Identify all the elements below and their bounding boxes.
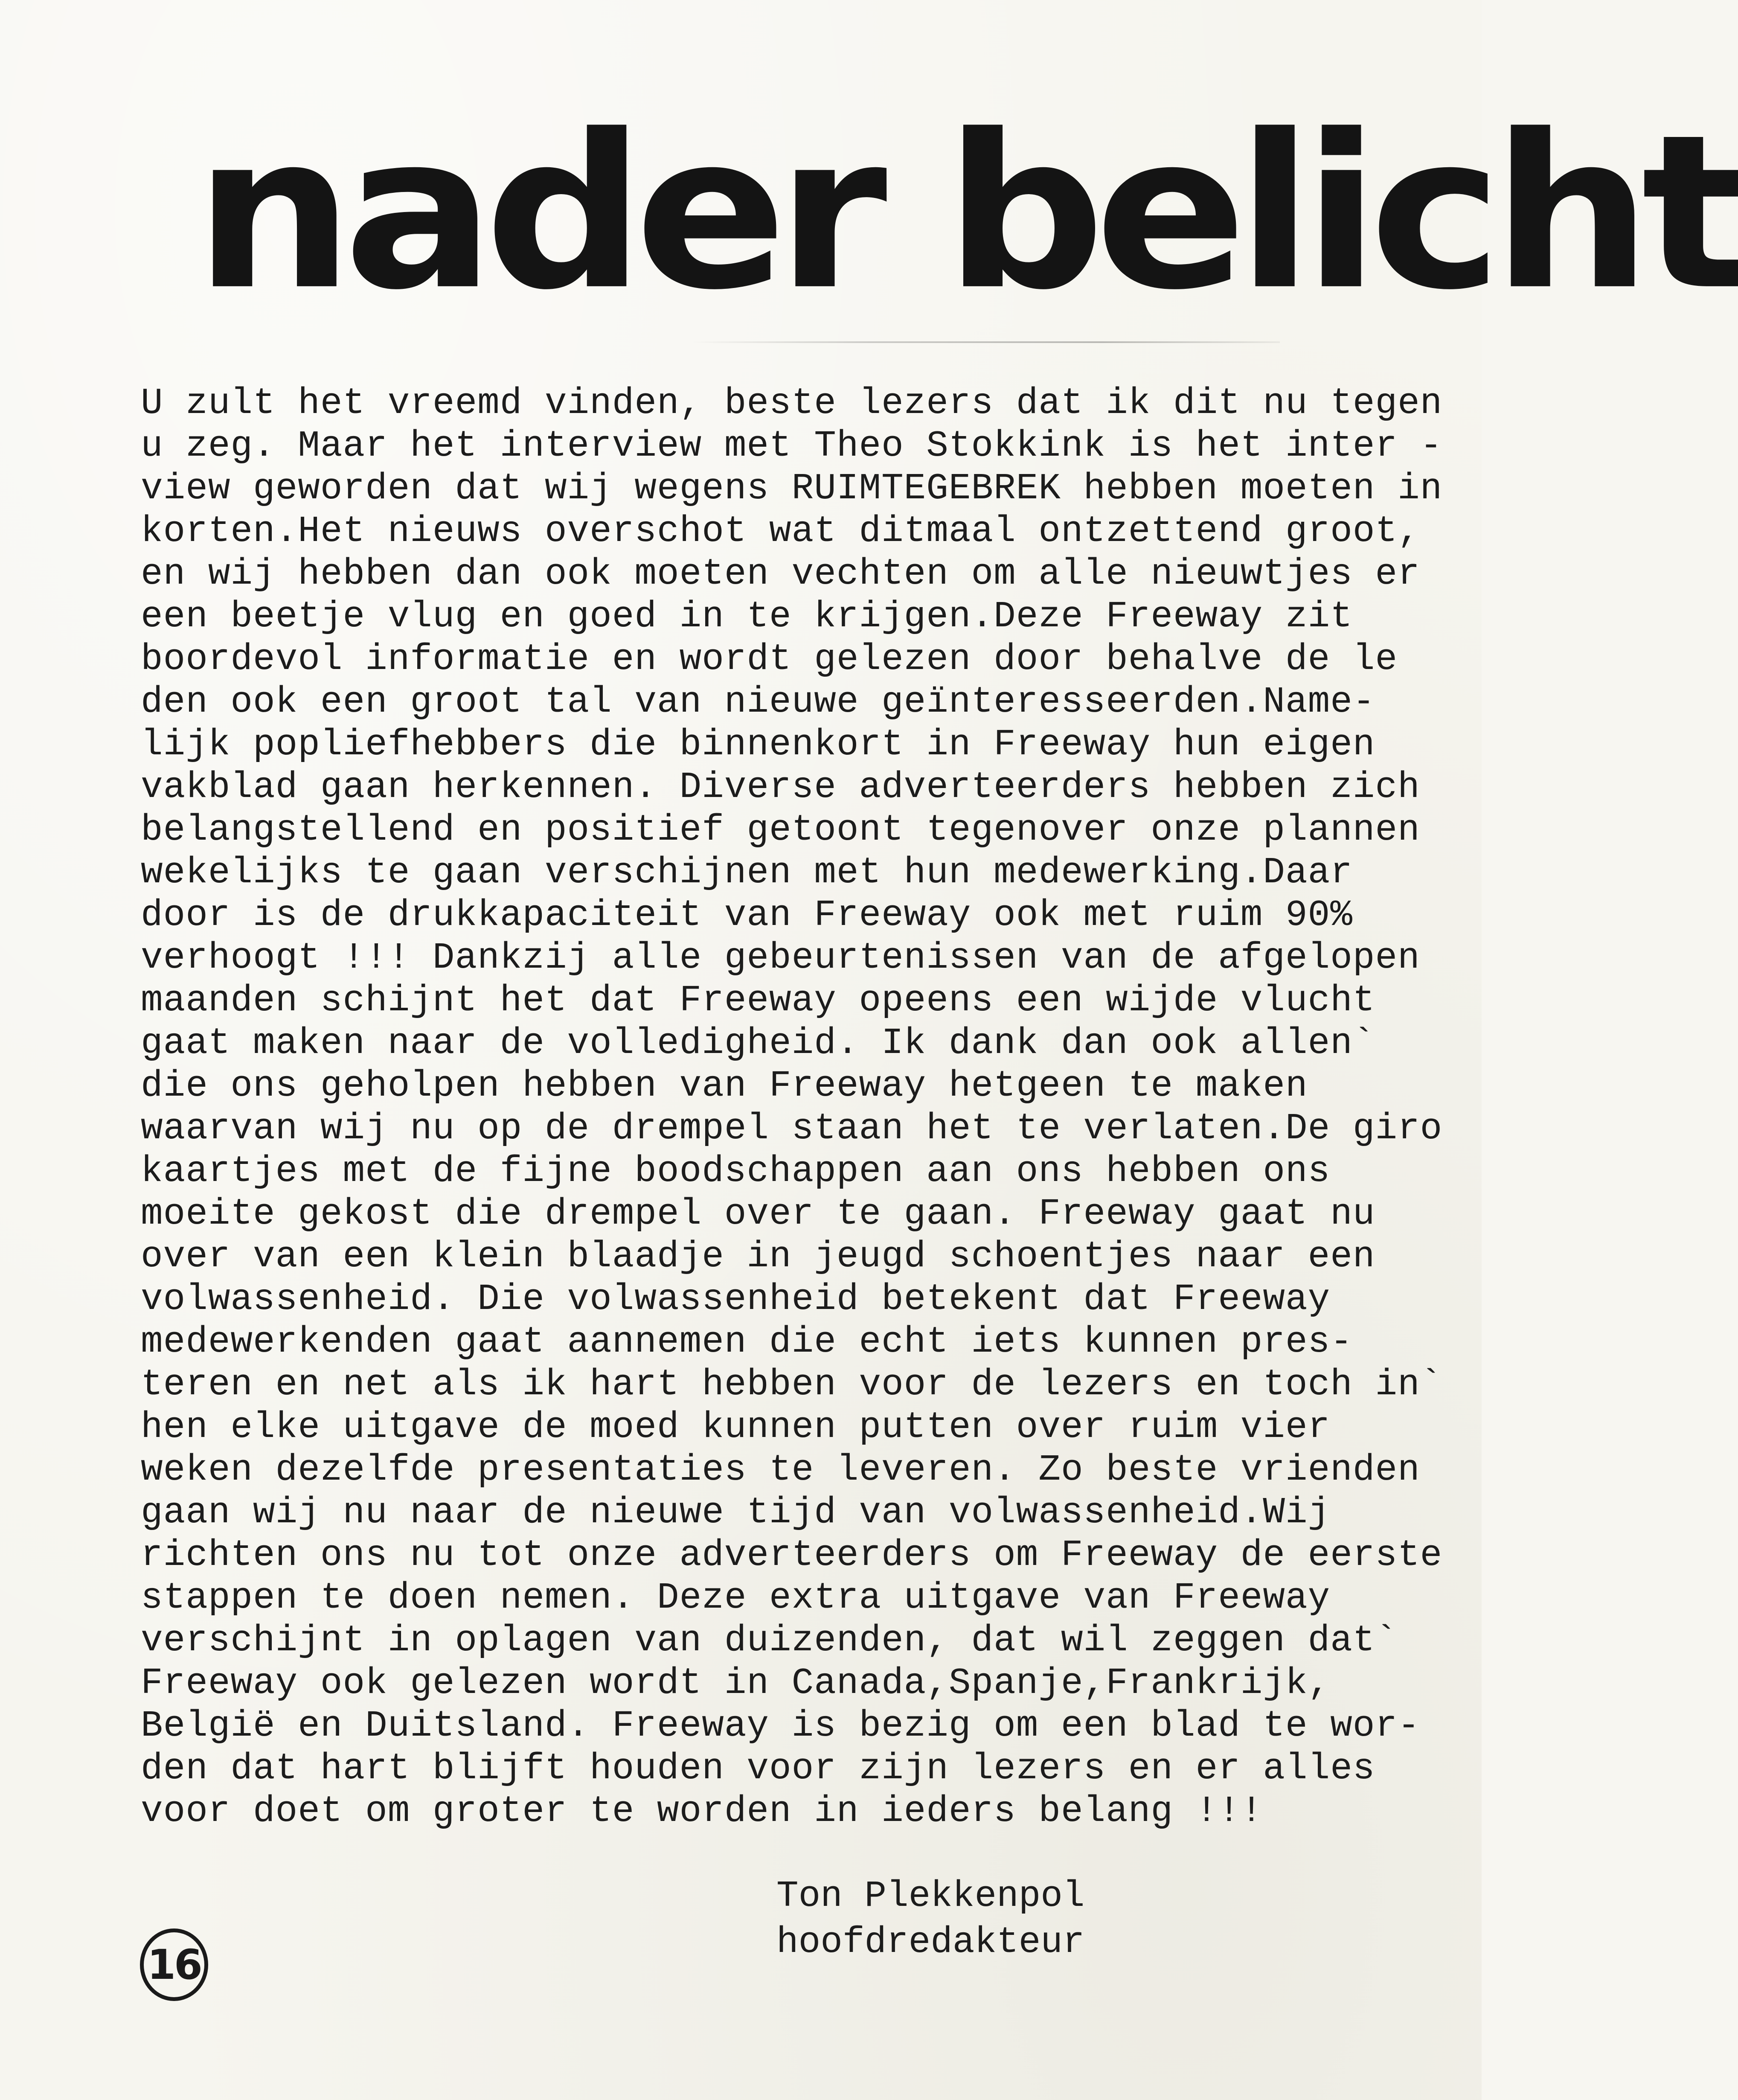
author-title: hoofdredakteur <box>776 1921 1085 1963</box>
author-name: Ton Plekkenpol <box>776 1875 1085 1917</box>
body-line: en wij hebben dan ook moeten vechten om alle nieuwtjes er <box>141 553 1420 595</box>
body-line: korten.Het nieuws overschot wat ditmaal ontzettend groot, <box>141 510 1420 552</box>
body-line: medewerkenden gaat aannemen die echt iets kunnen pres- <box>141 1321 1353 1363</box>
body-line: België en Duitsland. Freeway is bezig om een blad te wor- <box>141 1705 1420 1747</box>
body-line: wekelijks te gaan verschijnen met hun medewerking.Daar <box>141 852 1353 893</box>
body-line: view geworden dat wij wegens RUIMTEGEBREK hebben moeten in <box>141 468 1443 509</box>
body-line: over van een klein blaadje in jeugd schoentjes naar een <box>141 1236 1375 1277</box>
body-line: een beetje vlug en goed in te krijgen.Deze Freeway zit <box>141 596 1353 637</box>
body-line: richten ons nu tot onze adverteerders om Freeway de eerste <box>141 1534 1443 1576</box>
body-line: den dat hart blijft houden voor zijn lezers en er alles <box>141 1748 1375 1789</box>
body-line: U zult het vreemd vinden, beste lezers dat ik dit nu tegen <box>141 382 1443 424</box>
body-line: belangstellend en positief getoont tegenover onze plannen <box>141 809 1420 851</box>
body-line: maanden schijnt het dat Freeway opeens een wijde vlucht <box>141 980 1375 1021</box>
headline: nader belicht <box>194 89 1738 337</box>
body-line: boordevol informatie en wordt gelezen door behalve de le <box>141 638 1398 680</box>
signature-block <box>776 1873 1288 1965</box>
body-line: verhoogt !!! Dankzij alle gebeurtenissen van de afgelopen <box>141 937 1420 979</box>
body-line: den ook een groot tal van nieuwe geïnteresseerden.Name- <box>141 681 1375 723</box>
body-line: teren en net als ik hart hebben voor de lezers en toch in` <box>141 1364 1443 1405</box>
body-line: volwassenheid. Die volwassenheid betekent dat Freeway <box>141 1278 1331 1320</box>
body-line: vakblad gaan herkennen. Diverse adverteerders hebben zich <box>141 766 1420 808</box>
body-line: weken dezelfde presentaties te leveren. Zo beste vrienden <box>141 1449 1420 1491</box>
body-line: gaat maken naar de volledigheid. Ik dank dan ook allen` <box>141 1022 1375 1064</box>
body-line: lijk popliefhebbers die binnenkort in Freeway hun eigen <box>141 724 1375 765</box>
body-line: stappen te doen nemen. Deze extra uitgave van Freeway <box>141 1577 1331 1619</box>
page-number-badge: 16 <box>140 1928 208 2001</box>
body-line: moeite gekost die drempel over te gaan. Freeway gaat nu <box>141 1193 1375 1235</box>
headline-print-smudge <box>691 341 1280 343</box>
body-line: u zeg. Maar het interview met Theo Stokkink is het inter - <box>141 425 1443 467</box>
body-line: die ons geholpen hebben van Freeway hetgeen te maken <box>141 1065 1308 1107</box>
article-body <box>141 382 1443 1832</box>
body-line: verschijnt in oplagen van duizenden, dat wil zeggen dat` <box>141 1620 1398 1661</box>
body-line: voor doet om groter te worden in ieders belang !!! <box>141 1790 1263 1832</box>
body-line: waarvan wij nu op de drempel staan het te verlaten.De giro <box>141 1108 1443 1149</box>
body-line: Freeway ook gelezen wordt in Canada,Spanje,Frankrijk, <box>141 1662 1331 1704</box>
body-line: door is de drukkapaciteit van Freeway ook met ruim 90% <box>141 894 1353 936</box>
body-line: hen elke uitgave de moed kunnen putten over ruim vier <box>141 1406 1331 1448</box>
body-line: gaan wij nu naar de nieuwe tijd van volwassenheid.Wij <box>141 1492 1331 1533</box>
body-line: kaartjes met de fijne boodschappen aan ons hebben ons <box>141 1150 1331 1192</box>
